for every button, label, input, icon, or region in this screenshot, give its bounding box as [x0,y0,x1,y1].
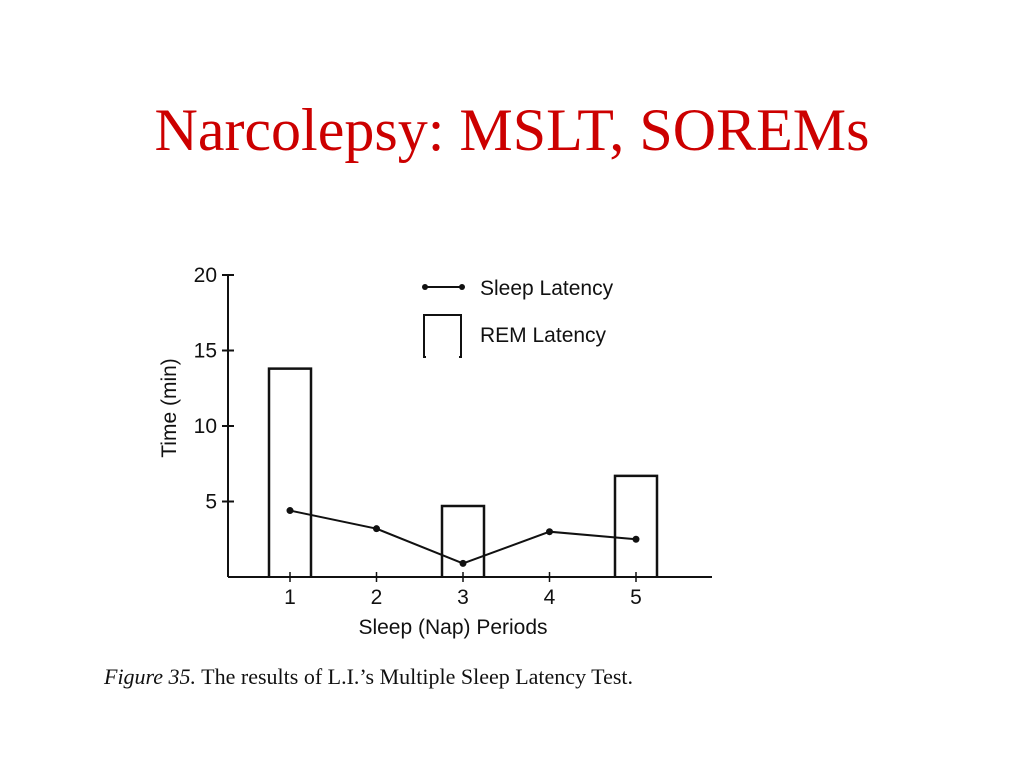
sleep-latency-point [373,525,380,532]
legend-marker-left [422,284,428,290]
y-tick-label: 15 [193,339,217,363]
y-tick-label: 5 [205,490,217,514]
y-axis-label: Time (min) [158,358,181,458]
x-tick-label: 5 [630,586,642,609]
legend-label-rem-latency: REM Latency [480,324,607,347]
y-tick-label: 20 [193,264,217,287]
slide-title: Narcolepsy: MSLT, SOREMs [154,97,870,163]
sleep-latency-point [287,507,294,514]
sleep-latency-line [287,507,640,567]
legend-bar-swatch [424,315,461,357]
x-tick-label: 3 [457,586,469,609]
y-tick-label: 10 [193,415,217,438]
sleep-latency-polyline [290,511,636,564]
figure-caption [104,664,633,690]
legend-bar-swatch-bottom-mask [426,354,459,360]
sleep-latency-point [460,560,467,567]
legend-marker-right [459,284,465,290]
sleep-latency-point [546,528,553,535]
rem-latency-bar [269,369,311,577]
figure-label: Figure 35. [104,664,197,689]
x-tick-label: 1 [284,586,296,609]
x-tick-label: 2 [370,586,383,609]
rem-latency-bars [269,369,657,577]
rem-latency-bar [615,476,657,577]
figure-caption-text: The results of L.I.’s Multiple Sleep Latency Test. [201,664,634,689]
mslt-chart [140,250,740,650]
legend [422,277,614,360]
legend-label-sleep-latency: Sleep Latency [480,277,614,300]
sleep-latency-point [633,536,640,543]
x-axis-label: Sleep (Nap) Periods [358,616,548,639]
x-tick-label: 4 [543,586,556,609]
